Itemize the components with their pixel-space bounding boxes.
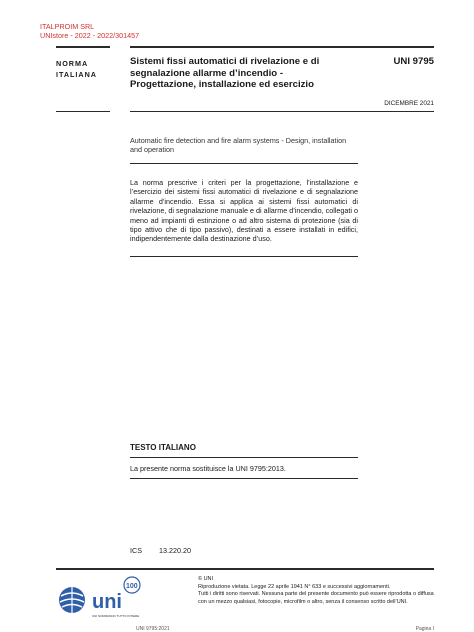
header-rule-left	[56, 46, 110, 48]
abstract-text: La norma prescrive i criteri per la progettazione, l’installazione e l’esercizio dei sistemi fissi automatici di rivelazione e di segnalazione allarme d’incendio. Essa si applica ai sistemi fissi automatici di rivelazione, di segnalazione manuale e di allarme d’incendio, collegati o meno ad impianti di estinzione o ad altro sistema di protezione (sia di tipo attivo che di tipo passivo), destinati a essere installati in edifici, indipendentemente dalla destinazione d’uso.	[130, 178, 358, 244]
copyright-owner: © UNI	[198, 576, 214, 582]
header-rule-main	[130, 46, 434, 48]
english-title-rule	[130, 163, 358, 164]
section-rule-bottom	[130, 478, 358, 479]
uni-logo-graphic	[56, 576, 152, 620]
ics-label: ICS	[130, 546, 142, 555]
norma-label-line1: NORMA	[56, 59, 89, 68]
standard-code: UNI 9795	[393, 56, 434, 67]
logo-tagline: UNI NORMANDO TUTTO INTIERE	[92, 614, 140, 618]
date-rule-main	[130, 111, 434, 112]
abstract-rule	[130, 256, 358, 257]
uni-logo	[56, 576, 152, 620]
copyright-rights: Tutti i diritti sono riservati. Nessuna parte del presente documento può essere riprodotta o diffusa con un mezzo qualsiasi, fotocopie, microfilm o altro, senza il consenso scritto dell’UNI.	[198, 591, 434, 605]
copyright-law: Riproduzione vietata. Legge 22 aprile 1941 N° 633 e successivi aggiornamenti.	[198, 583, 391, 590]
copyright-block	[198, 576, 444, 606]
replacement-note: La presente norma sostituisce la UNI 9795:2013.	[130, 464, 286, 473]
section-heading: TESTO ITALIANO	[130, 443, 196, 452]
footer-page-number: Pagina I	[415, 626, 434, 632]
footer-document-code: UNI 9795:2021	[136, 626, 170, 632]
publication-date: DICEMBRE 2021	[384, 100, 434, 107]
english-title: Automatic fire detection and fire alarm systems - Design, installation and operation	[130, 136, 347, 155]
section-rule-top	[130, 457, 358, 458]
ics-value: 13.220.20	[159, 546, 191, 555]
norma-label-line2: ITALIANA	[56, 70, 98, 79]
bottom-rule	[56, 568, 434, 570]
anniversary-badge-text: 100	[126, 583, 138, 590]
uni-wordmark: uni	[92, 591, 122, 613]
license-stamp-company: ITALPROIM SRL	[40, 22, 95, 31]
license-stamp-number: UNIstore - 2022 - 2022/301457	[40, 31, 140, 40]
norma-italiana-label	[56, 58, 97, 80]
date-rule-left	[56, 111, 110, 112]
document-title: Sistemi fissi automatici di rivelazione e di segnalazione allarme d’incendio - Progettazione, installazione ed esercizio	[130, 56, 320, 90]
